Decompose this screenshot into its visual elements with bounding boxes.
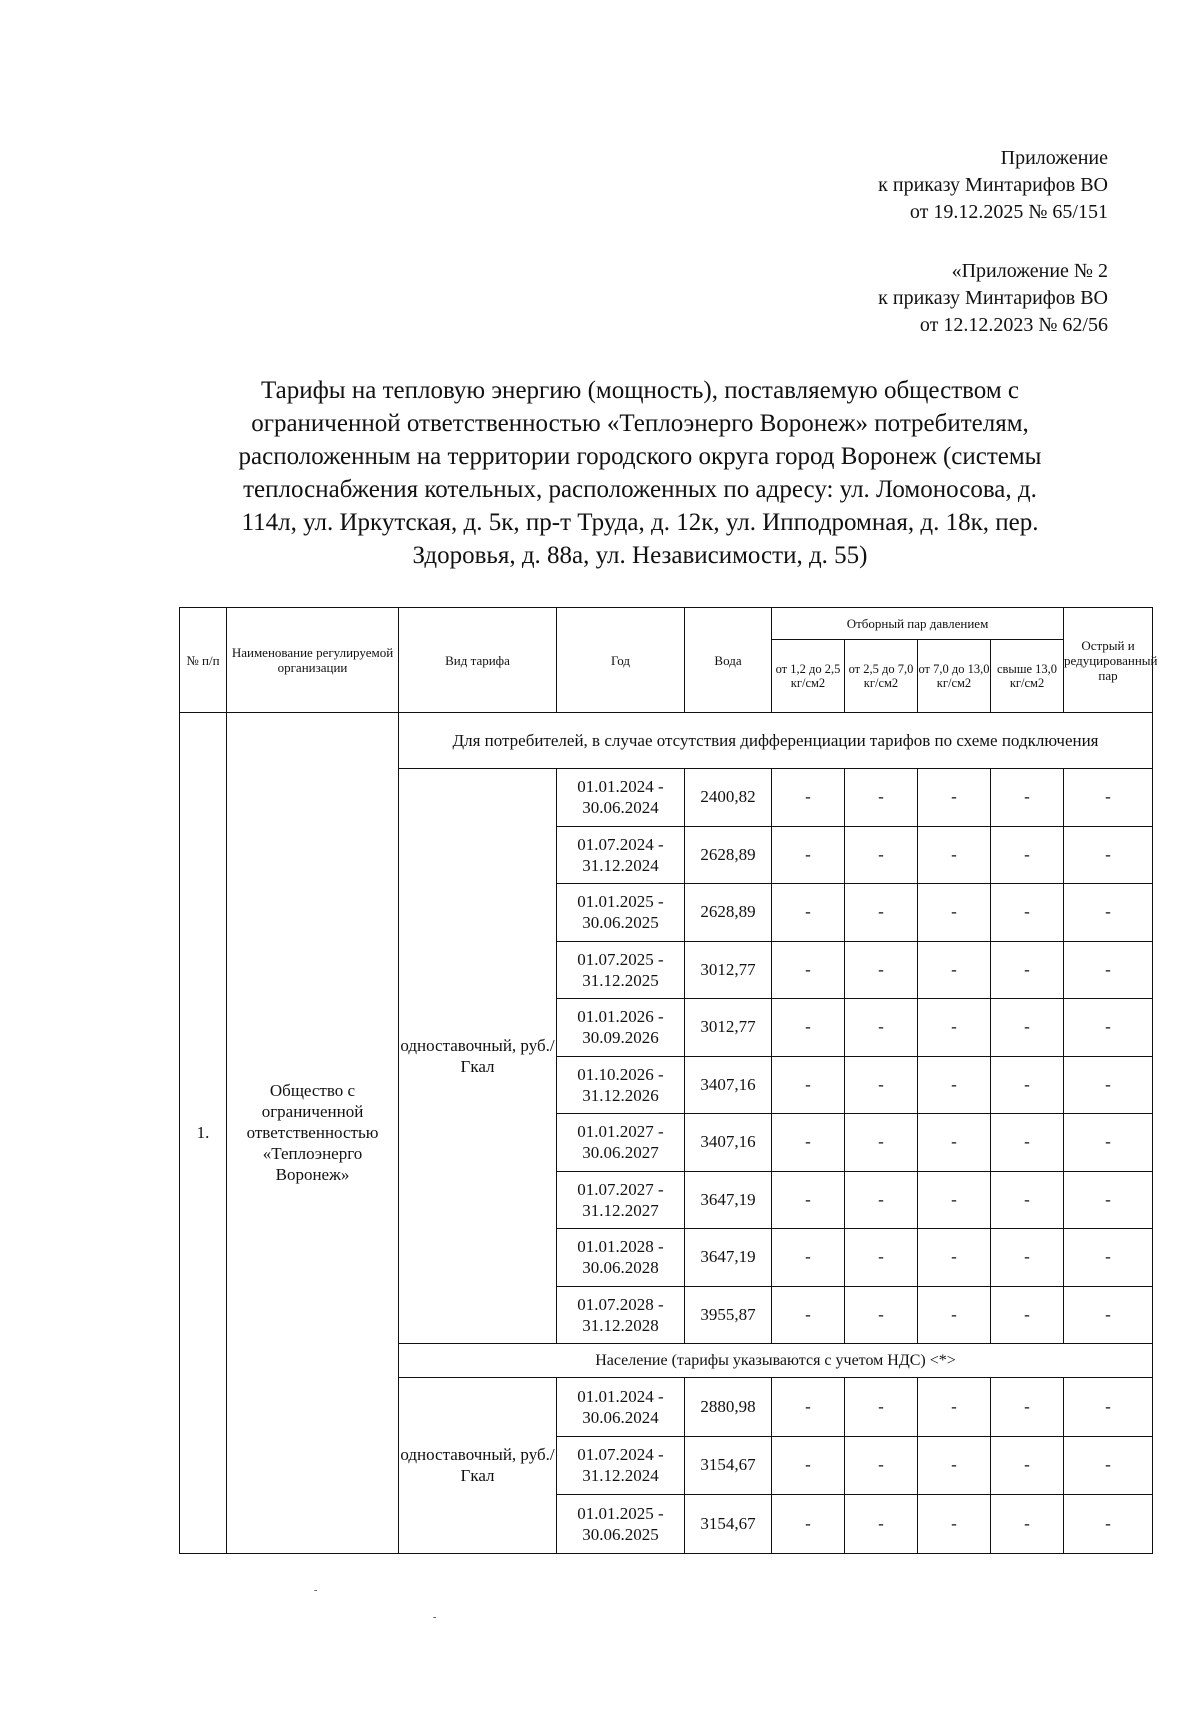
col-header-year: Год (557, 608, 685, 713)
empty-value-cell: - (918, 769, 991, 827)
water-tariff-cell: 3154,67 (685, 1436, 772, 1495)
original-appendix-label: «Приложение № 2 (951, 260, 1108, 282)
appendix-order-ref: к приказу Минтарифов ВО (878, 174, 1108, 196)
empty-value-cell: - (1064, 1495, 1153, 1554)
water-tariff-cell: 3647,19 (685, 1171, 772, 1229)
empty-value-cell: - (1064, 1436, 1153, 1495)
title-line: теплоснабжения котельных, расположенных по адресу: ул. Ломоносова, д. (243, 476, 1037, 503)
empty-value-cell: - (991, 1114, 1064, 1172)
empty-value-cell: - (991, 1436, 1064, 1495)
empty-value-cell: - (991, 1378, 1064, 1437)
empty-value-cell: - (772, 769, 845, 827)
title-line: Тарифы на тепловую энергию (мощность), поставляемую обществом с (260, 377, 1019, 404)
empty-value-cell: - (1064, 1229, 1153, 1287)
period-cell: 01.07.2027 - 31.12.2027 (557, 1171, 685, 1229)
tariff-type: одноставочный, руб./Гкал (399, 1378, 557, 1554)
tariff-table (179, 607, 1158, 1554)
header-row (180, 608, 1153, 640)
empty-value-cell: - (845, 1495, 918, 1554)
empty-value-cell: - (772, 1229, 845, 1287)
empty-value-cell: - (772, 941, 845, 999)
empty-value-cell: - (918, 826, 991, 884)
water-tariff-cell: 3407,16 (685, 1056, 772, 1114)
empty-value-cell: - (772, 1114, 845, 1172)
empty-value-cell: - (991, 769, 1064, 827)
section-title: Для потребителей, в случае отсутствия дифференциации тарифов по схеме подключения (399, 713, 1153, 769)
col-header-steam-4: свыше 13,0 кг/см2 (991, 639, 1064, 712)
water-tariff-cell: 3012,77 (685, 999, 772, 1057)
scan-speck: ‑ (314, 1585, 318, 1596)
empty-value-cell: - (918, 1056, 991, 1114)
col-header-steam-group: Отборный пар давлением (772, 608, 1064, 640)
empty-value-cell: - (772, 1436, 845, 1495)
water-tariff-cell: 2628,89 (685, 884, 772, 942)
period-cell: 01.01.2027 - 30.06.2027 (557, 1114, 685, 1172)
appendix-order-date: от 19.12.2025 № 65/151 (909, 201, 1108, 223)
empty-value-cell: - (845, 826, 918, 884)
appendix-label: Приложение (1000, 147, 1108, 169)
water-tariff-cell: 2880,98 (685, 1378, 772, 1437)
empty-value-cell: - (1064, 1378, 1153, 1437)
empty-value-cell: - (845, 769, 918, 827)
period-cell: 01.01.2025 - 30.06.2025 (557, 1495, 685, 1554)
title-line: ограниченной ответственностью «Теплоэнерго Воронеж» потребителям, (251, 410, 1029, 437)
empty-value-cell: - (918, 1286, 991, 1344)
col-header-num: № п/п (180, 608, 227, 713)
water-tariff-cell: 3154,67 (685, 1495, 772, 1554)
empty-value-cell: - (772, 826, 845, 884)
empty-value-cell: - (772, 1171, 845, 1229)
empty-value-cell: - (1064, 941, 1153, 999)
empty-value-cell: - (918, 1378, 991, 1437)
empty-value-cell: - (918, 941, 991, 999)
empty-value-cell: - (845, 884, 918, 942)
empty-value-cell: - (1064, 884, 1153, 942)
period-cell: 01.07.2024 - 31.12.2024 (557, 826, 685, 884)
empty-value-cell: - (918, 1436, 991, 1495)
empty-value-cell: - (991, 1229, 1064, 1287)
empty-value-cell: - (845, 1378, 918, 1437)
period-cell: 01.07.2028 - 31.12.2028 (557, 1286, 685, 1344)
period-cell: 01.01.2024 - 30.06.2024 (557, 769, 685, 827)
period-cell: 01.01.2026 - 30.09.2026 (557, 999, 685, 1057)
water-tariff-cell: 2400,82 (685, 769, 772, 827)
col-header-tariff-type: Вид тарифа (399, 608, 557, 713)
original-order-date: от 12.12.2023 № 62/56 (919, 314, 1108, 336)
original-appendix-header (878, 258, 1108, 339)
empty-value-cell: - (772, 1378, 845, 1437)
col-header-sharp-steam: Острый и редуцированный пар (1064, 608, 1153, 713)
title-line: 114л, ул. Иркутская, д. 5к, пр-т Труда, д. 12к, ул. Ипподромная, д. 18к, пер. (241, 509, 1039, 536)
empty-value-cell: - (1064, 1171, 1153, 1229)
empty-value-cell: - (991, 1171, 1064, 1229)
water-tariff-cell: 3407,16 (685, 1114, 772, 1172)
col-header-steam-3: от 7,0 до 13,0 кг/см2 (918, 639, 991, 712)
section-title: Население (тарифы указываются с учетом НДС) <*> (399, 1344, 1153, 1378)
empty-value-cell: - (918, 1171, 991, 1229)
original-order-ref: к приказу Минтарифов ВО (878, 287, 1108, 309)
empty-value-cell: - (772, 1495, 845, 1554)
row-number: 1. (180, 713, 227, 1554)
water-tariff-cell: 3955,87 (685, 1286, 772, 1344)
empty-value-cell: - (772, 1286, 845, 1344)
empty-value-cell: - (845, 1114, 918, 1172)
period-cell: 01.07.2025 - 31.12.2025 (557, 941, 685, 999)
water-tariff-cell: 3647,19 (685, 1229, 772, 1287)
empty-value-cell: - (845, 1229, 918, 1287)
empty-value-cell: - (918, 1495, 991, 1554)
empty-value-cell: - (991, 999, 1064, 1057)
scan-speck: ‑ (433, 1612, 437, 1623)
period-cell: 01.01.2028 - 30.06.2028 (557, 1229, 685, 1287)
water-tariff-cell: 2628,89 (685, 826, 772, 884)
empty-value-cell: - (991, 1495, 1064, 1554)
empty-value-cell: - (772, 1056, 845, 1114)
empty-value-cell: - (918, 1114, 991, 1172)
empty-value-cell: - (1064, 1114, 1153, 1172)
period-cell: 01.10.2026 - 31.12.2026 (557, 1056, 685, 1114)
empty-value-cell: - (991, 884, 1064, 942)
empty-value-cell: - (991, 826, 1064, 884)
col-header-organization: Наименование регулируемой организации (227, 608, 399, 713)
empty-value-cell: - (772, 884, 845, 942)
empty-value-cell: - (845, 1286, 918, 1344)
empty-value-cell: - (772, 999, 845, 1057)
col-header-steam-2: от 2,5 до 7,0 кг/см2 (845, 639, 918, 712)
title-line: расположенным на территории городского округа город Воронеж (системы (238, 443, 1042, 470)
empty-value-cell: - (845, 1056, 918, 1114)
col-header-water: Вода (685, 608, 772, 713)
empty-value-cell: - (1064, 1286, 1153, 1344)
period-cell: 01.01.2024 - 30.06.2024 (557, 1378, 685, 1437)
organization-name: Общество с ограниченной ответственностью «Теплоэнерго Воронеж» (227, 713, 399, 1554)
col-header-steam-1: от 1,2 до 2,5 кг/см2 (772, 639, 845, 712)
empty-value-cell: - (845, 941, 918, 999)
title-line: Здоровья, д. 88а, ул. Независимости, д. 55) (412, 542, 868, 569)
water-tariff-cell: 3012,77 (685, 941, 772, 999)
empty-value-cell: - (845, 1171, 918, 1229)
period-cell: 01.07.2024 - 31.12.2024 (557, 1436, 685, 1495)
period-cell: 01.01.2025 - 30.06.2025 (557, 884, 685, 942)
empty-value-cell: - (918, 884, 991, 942)
empty-value-cell: - (1064, 826, 1153, 884)
empty-value-cell: - (1064, 1056, 1153, 1114)
tariff-type: одноставочный, руб./Гкал (399, 769, 557, 1344)
empty-value-cell: - (991, 1056, 1064, 1114)
empty-value-cell: - (918, 1229, 991, 1287)
empty-value-cell: - (918, 999, 991, 1057)
appendix-header (878, 145, 1108, 226)
empty-value-cell: - (991, 1286, 1064, 1344)
empty-value-cell: - (845, 1436, 918, 1495)
document-title (150, 374, 1130, 572)
empty-value-cell: - (1064, 769, 1153, 827)
empty-value-cell: - (1064, 999, 1153, 1057)
empty-value-cell: - (845, 999, 918, 1057)
section-header-row (180, 713, 1153, 769)
empty-value-cell: - (991, 941, 1064, 999)
